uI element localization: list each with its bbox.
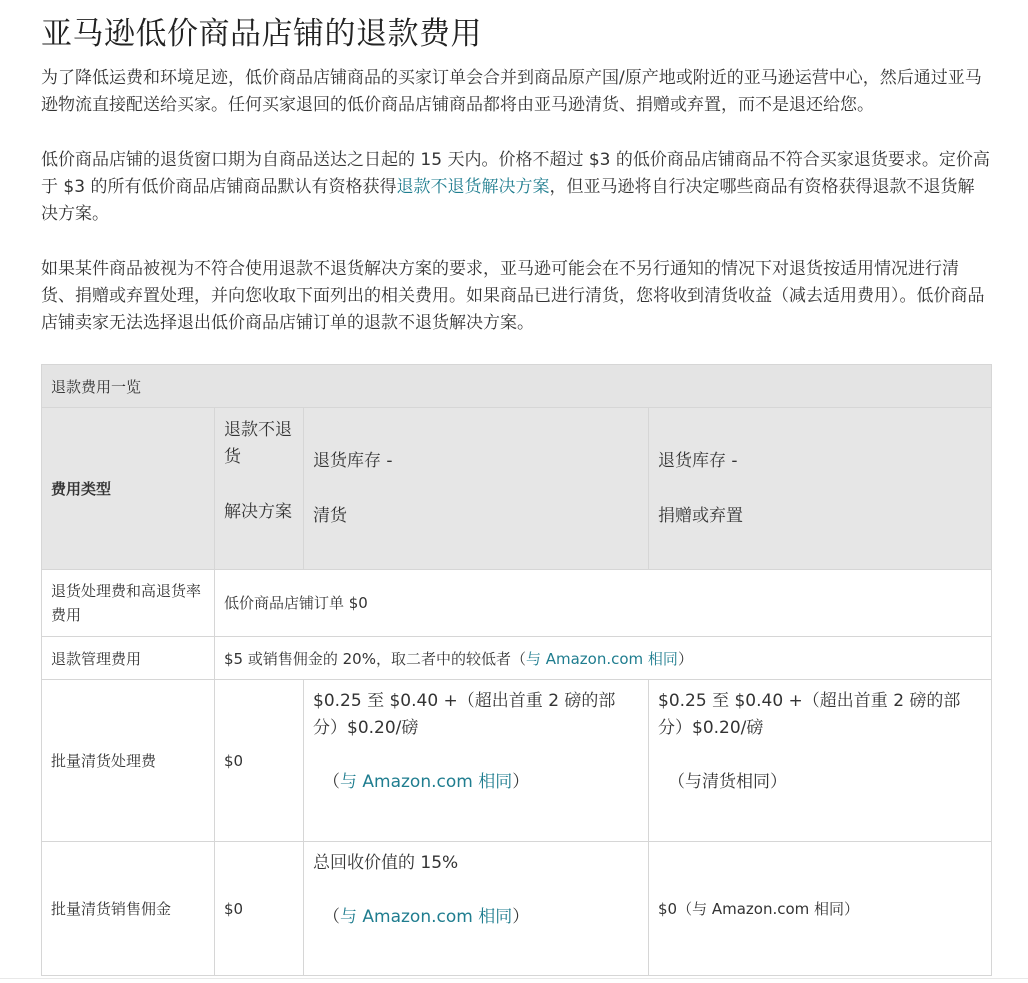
- paragraph-text: ，但亚马逊将自行决定哪些商品有资格获得退款不退货解决方案。: [41, 177, 975, 224]
- return-window-paragraph: [41, 147, 991, 228]
- fee-type-cell: 批量清货销售佣金: [42, 842, 215, 976]
- table-row: [42, 570, 992, 637]
- donate-value-cell: [649, 680, 992, 842]
- fee-type-cell: 退款管理费用: [42, 637, 215, 680]
- table-row: [42, 637, 992, 680]
- fee-value-cell: [215, 637, 992, 680]
- header-text: 退货库存 -: [658, 450, 738, 471]
- cell-text: $0.25 至 $0.40 +（超出首重 2 磅的部分）$0.20/磅: [313, 691, 616, 738]
- intro-paragraph: 为了降低运费和环境足迹，低价商品店铺商品的买家订单会合并到商品原产国/原产地或附近的亚马逊运营中心，然后通过亚马逊物流直接配送给买家。任何买家退回的低价商品店铺商品都将由亚马逊清货、捐赠或弃置，而不是退还给您。: [41, 68, 982, 115]
- same-as-amazon-link[interactable]: 与 Amazon.com 相同: [525, 649, 678, 668]
- cell-note: [313, 904, 639, 931]
- header-fee-type: 费用类型: [42, 408, 215, 570]
- header-liquidate: [304, 408, 649, 570]
- page-title: 亚马逊低价商品店铺的退款费用: [41, 16, 482, 52]
- liquidate-value-cell: [304, 680, 649, 842]
- table-caption: 退款费用一览: [42, 365, 992, 408]
- header-text: 清货: [313, 505, 347, 526]
- cell-text: $5 或销售佣金的 20%，取二者中的较低者（: [224, 649, 526, 668]
- table-header-row: [42, 408, 992, 570]
- cell-text: $0.25 至 $0.40 +（超出首重 2 磅的部分）$0.20/磅: [658, 691, 961, 738]
- cell-text: ）: [512, 907, 530, 927]
- header-text: 退款不退货: [224, 420, 292, 467]
- refund-fees-table: [41, 364, 992, 976]
- cell-note: [313, 769, 639, 796]
- cell-text: （: [323, 907, 340, 927]
- same-as-amazon-link[interactable]: 与 Amazon.com 相同: [340, 907, 513, 927]
- donate-value-cell: $0（与 Amazon.com 相同）: [649, 842, 992, 976]
- cell-text: ）: [677, 649, 693, 668]
- refund-value-cell: $0: [215, 842, 304, 976]
- cell-note: （与清货相同）: [668, 772, 787, 792]
- liquidate-value-cell: [304, 842, 649, 976]
- header-text: 捐赠或弃置: [658, 505, 743, 526]
- paragraph-text: 低价商品店铺的退货窗口期为自商品送达之日起的 15 天内。价格不超过 $3 的低价商品店铺商品不符合买家退货要求。定价高于 $3 的所有低价商品店铺商品默认有资格获得: [41, 150, 990, 197]
- header-refund-no-return: [215, 408, 304, 570]
- table-row: [42, 680, 992, 842]
- header-donate-dispose: [649, 408, 992, 570]
- fee-type-cell: 批量清货处理费: [42, 680, 215, 842]
- table-row: [42, 842, 992, 976]
- table-caption-row: [42, 365, 992, 408]
- fee-value-cell: 低价商品店铺订单 $0: [215, 570, 992, 637]
- cell-text: ）: [512, 772, 530, 792]
- refund-value-cell: $0: [215, 680, 304, 842]
- header-text: 解决方案: [224, 502, 292, 522]
- cell-text: （: [323, 772, 340, 792]
- divider: [0, 978, 1028, 979]
- cell-text: 总回收价值的 15%: [313, 853, 459, 873]
- fee-type-cell: 退货处理费和高退货率费用: [42, 570, 215, 637]
- header-text: 退货库存 -: [313, 450, 393, 471]
- same-as-amazon-link[interactable]: 与 Amazon.com 相同: [340, 772, 513, 792]
- refund-no-return-link[interactable]: 退款不退货解决方案: [396, 177, 550, 197]
- ineligible-paragraph: 如果某件商品被视为不符合使用退款不退货解决方案的要求，亚马逊可能会在不另行通知的情况下对退货按适用情况进行清货、捐赠或弃置处理，并向您收取下面列出的相关费用。如果商品已进行清货，您将收到清货收益（减去适用费用）。低价商品店铺卖家无法选择退出低价商品店铺订单的退款不退货解决方案。: [41, 259, 985, 333]
